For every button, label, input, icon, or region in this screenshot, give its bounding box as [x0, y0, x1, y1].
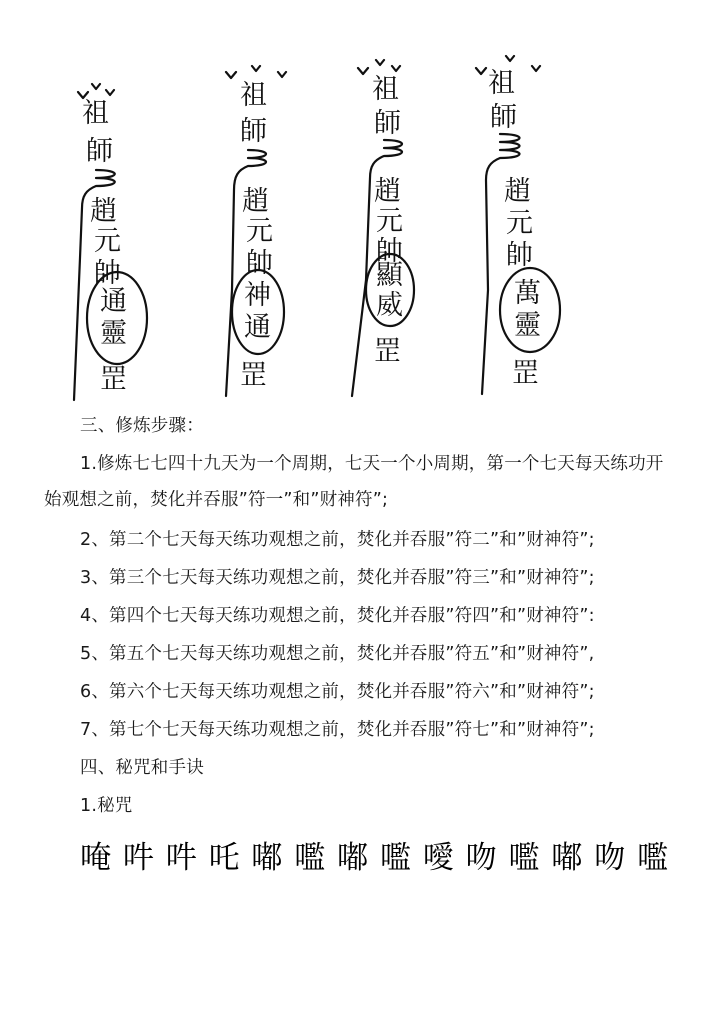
talisman-4-char-5: 帥 — [506, 240, 533, 271]
talisman-1-char-1: 祖 — [82, 98, 109, 129]
talisman-1-char-2: 師 — [86, 136, 113, 167]
talisman-3-char-3: 趙 — [374, 176, 401, 207]
step-2: 2、第二个七天每天练功观想之前，焚化并吞服”符二”和”财神符”; — [80, 530, 595, 550]
step-1-line-1: 1.修炼七七四十九天为一个周期，七天一个小周期，第一个七天每天练功开 — [80, 454, 664, 474]
talisman-2-char-3: 趙 — [242, 186, 269, 217]
step-6: 6、第六个七天每天练功观想之前，焚化并吞服”符六”和”财神符”; — [80, 682, 595, 702]
section-3-heading: 三、修炼步骤： — [80, 416, 204, 436]
talisman-2-char-1: 祖 — [240, 80, 267, 111]
talisman-2-tail-char: 罡 — [240, 360, 267, 391]
talisman-2-circle-char-1: 神 — [244, 280, 271, 311]
talisman-1-char-4: 元 — [94, 226, 121, 257]
talisman-3 — [352, 60, 414, 396]
talisman-3-char-1: 祖 — [372, 74, 399, 105]
talisman-4-circle-char-1: 萬 — [514, 278, 541, 309]
talisman-3-tail-char: 罡 — [374, 336, 401, 367]
talisman-3-circle-char-2: 威 — [376, 290, 403, 321]
talisman-4-char-1: 祖 — [488, 68, 515, 99]
talisman-3-char-2: 師 — [374, 108, 401, 139]
step-3: 3、第三个七天每天练功观想之前，焚化并吞服”符三”和”财神符”; — [80, 568, 595, 588]
talisman-1-circle-char-1: 通 — [100, 286, 127, 317]
talisman-3-char-4: 元 — [376, 206, 403, 237]
talisman-2 — [226, 66, 286, 396]
talisman-1 — [74, 84, 147, 400]
mantra-chant: 唵 吽 吽 吒 嘟 嚂 嘟 嚂 噯 吻 嚂 嘟 吻 嚂 — [80, 840, 670, 876]
talisman-2-char-4: 元 — [246, 216, 273, 247]
secret-mantra-subheading: 1.秘咒 — [80, 796, 133, 816]
talisman-illustrations — [0, 0, 724, 410]
talisman-3-circle-char-1: 顯 — [376, 260, 403, 291]
talisman-2-circle-char-2: 通 — [244, 312, 271, 343]
talisman-1-tail-char: 罡 — [100, 364, 127, 395]
talisman-4 — [476, 56, 560, 394]
step-4: 4、第四个七天每天练功观想之前，焚化并吞服”符四”和”财神符”: — [80, 606, 595, 626]
talisman-1-char-3: 趙 — [90, 196, 117, 227]
talisman-3-char-5: 帥 — [376, 236, 403, 267]
talisman-4-char-2: 師 — [490, 102, 517, 133]
step-1-line-2: 始观想之前，焚化并吞服”符一”和”财神符”; — [44, 490, 389, 510]
section-4-heading: 四、秘咒和手诀 — [80, 758, 204, 778]
step-7: 7、第七个七天每天练功观想之前，焚化并吞服”符七”和”财神符”; — [80, 720, 595, 740]
talisman-4-char-4: 元 — [506, 208, 533, 239]
talisman-4-tail-char: 罡 — [512, 358, 539, 389]
step-5: 5、第五个七天每天练功观想之前，焚化并吞服”符五”和”财神符”, — [80, 644, 595, 664]
talisman-1-char-5: 帥 — [94, 258, 121, 289]
talisman-2-char-2: 師 — [240, 116, 267, 147]
talisman-2-char-5: 帥 — [246, 248, 273, 279]
talisman-4-char-3: 趙 — [504, 176, 531, 207]
talisman-4-circle-char-2: 靈 — [514, 310, 541, 341]
talisman-1-circle-char-2: 靈 — [100, 318, 127, 349]
